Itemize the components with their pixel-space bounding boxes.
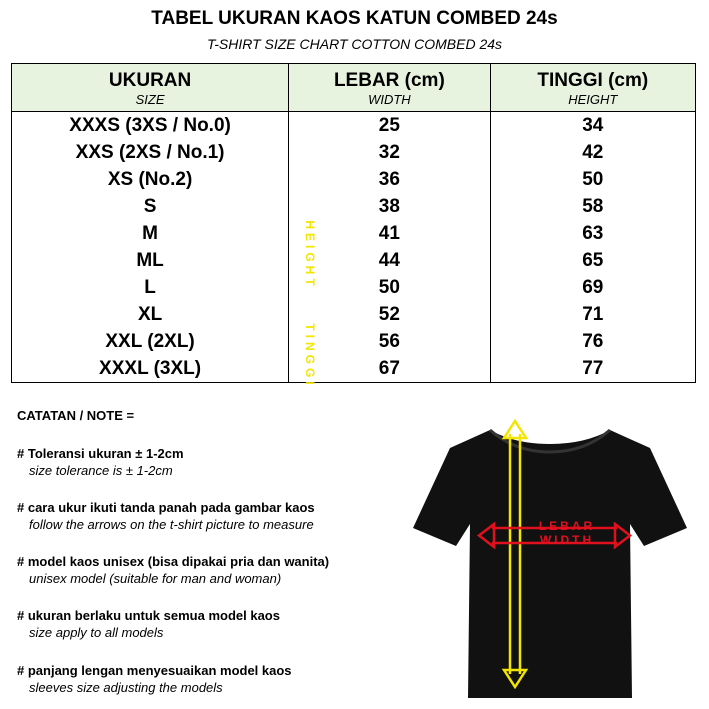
height-cell: 65 (490, 247, 695, 274)
note-text-en: size apply to all models (29, 625, 164, 640)
height-cell: 63 (490, 220, 695, 247)
note-text-en: follow the arrows on the t-shirt picture to measure (29, 517, 314, 532)
height-cell: 76 (490, 328, 695, 355)
size-cell: XXS (2XS / No.1) (12, 139, 289, 166)
size-cell: S (12, 193, 289, 220)
height-cell: 77 (490, 355, 695, 383)
note-item (17, 607, 280, 641)
width-label-en: WIDTH (539, 533, 595, 547)
table-row (12, 139, 696, 166)
height-cell: 50 (490, 166, 695, 193)
width-cell: 52 (289, 301, 490, 328)
width-cell: 25 (289, 112, 490, 140)
table-row (12, 166, 696, 193)
note-text-id: # panjang lengan menyesuaikan model kaos (17, 663, 292, 678)
size-cell: ML (12, 247, 289, 274)
header-size-main: UKURAN (108, 70, 192, 91)
table-row (12, 193, 696, 220)
header-width-sub: WIDTH (368, 92, 411, 107)
note-item (17, 499, 315, 533)
table-row (12, 220, 696, 247)
width-cell: 67 (289, 355, 490, 383)
note-text-en: unisex model (suitable for man and woman) (29, 571, 282, 586)
width-cell: 41 (289, 220, 490, 247)
note-text-en: sleeves size adjusting the models (29, 680, 223, 695)
table-row (12, 247, 696, 274)
header-width-main: LEBAR (cm) (333, 70, 445, 91)
table-row (12, 355, 696, 383)
width-cell: 56 (289, 328, 490, 355)
width-cell: 32 (289, 139, 490, 166)
table-row (12, 274, 696, 301)
size-cell: XXL (2XL) (12, 328, 289, 355)
width-cell: 44 (289, 247, 490, 274)
size-cell: M (12, 220, 289, 247)
header-size (12, 64, 289, 112)
width-cell: 36 (289, 166, 490, 193)
height-cell: 34 (490, 112, 695, 140)
size-cell: XXXL (3XL) (12, 355, 289, 383)
size-cell: L (12, 274, 289, 301)
height-label-en: HEIGHT (302, 220, 317, 290)
width-label-id: LEBAR (538, 519, 596, 533)
table-row (12, 328, 696, 355)
note-text-id: # cara ukur ikuti tanda panah pada gambar kaos (17, 500, 315, 515)
height-label-id: TINGGI (302, 323, 317, 389)
table-header-row (12, 64, 696, 112)
header-size-sub: SIZE (135, 92, 165, 107)
table-row (12, 301, 696, 328)
header-height-sub: HEIGHT (568, 92, 618, 107)
width-cell: 38 (289, 193, 490, 220)
chart-title: TABEL UKURAN KAOS KATUN COMBED 24s (151, 8, 558, 29)
header-width (289, 64, 490, 112)
note-text-id: # model kaos unisex (bisa dipakai pria dan wanita) (17, 554, 330, 569)
height-cell: 69 (490, 274, 695, 301)
height-cell: 58 (490, 193, 695, 220)
note-item (17, 445, 184, 479)
size-table (11, 63, 696, 383)
width-cell: 50 (289, 274, 490, 301)
note-item (17, 553, 329, 587)
note-text-en: size tolerance is ± 1-2cm (29, 463, 173, 478)
note-text-id: # ukuran berlaku untuk semua model kaos (17, 608, 280, 623)
header-height-main: TINGGI (cm) (537, 70, 649, 91)
notes-title: CATATAN / NOTE = (17, 408, 135, 423)
chart-subtitle: T-SHIRT SIZE CHART COTTON COMBED 24s (206, 36, 503, 52)
height-cell: 71 (490, 301, 695, 328)
note-text-id: # Toleransi ukuran ± 1-2cm (17, 446, 184, 461)
height-cell: 42 (490, 139, 695, 166)
note-item (17, 662, 292, 696)
size-cell: XXXS (3XS / No.0) (12, 112, 289, 140)
table-row (12, 112, 696, 140)
header-height (490, 64, 695, 112)
size-cell: XS (No.2) (12, 166, 289, 193)
tshirt-shape (413, 430, 687, 698)
size-cell: XL (12, 301, 289, 328)
